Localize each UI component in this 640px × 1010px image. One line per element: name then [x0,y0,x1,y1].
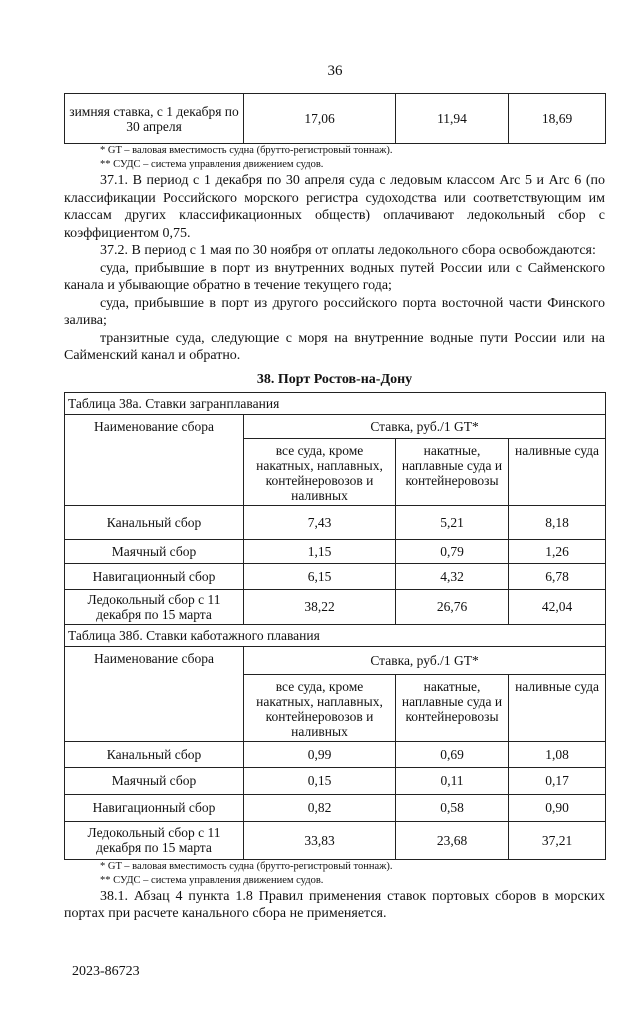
cell-value: 0,79 [396,539,509,563]
cell-value: 8,18 [509,505,606,539]
cell-value: 33,83 [244,821,396,859]
cell-value: 0,90 [509,794,606,821]
column-header-name: Наименование сбора [65,414,244,505]
subcolumn-header: все суда, кроме накатных, наплавных, контейнеровозов и наливных [244,438,396,505]
section-37-text [64,172,605,365]
footnote-gt: * GT – валовая вместимость судна (брутто-регистровый тоннаж). [100,145,393,156]
row-label: Маячный сбор [65,767,244,794]
paragraph-37-2-item: транзитные суда, следующие с моря на внутренние водные пути России или на Сайменский канал и обратно. [64,330,605,363]
table-row [65,646,606,674]
column-header-name: Наименование сбора [65,646,244,741]
cell-value: 0,17 [509,767,606,794]
column-header-rate: Ставка, руб./1 GT* [244,646,606,674]
row-label: зимняя ставка, с 1 декабря по 30 апреля [65,94,244,144]
subcolumn-header: наливные суда [509,438,606,505]
column-header-rate: Ставка, руб./1 GT* [244,414,606,438]
cell-value: 0,15 [244,767,396,794]
cell-value: 6,78 [509,563,606,589]
footnote-gt: * GT – валовая вместимость судна (брутто-регистровый тоннаж). [100,860,393,872]
table-row [65,94,606,144]
table-row [65,794,606,821]
subcolumn-header: все суда, кроме накатных, наплавных, контейнеровозов и наливных [244,674,396,741]
page-number: 36 [327,63,343,79]
row-label: Маячный сбор [65,539,244,563]
cell-value: 5,21 [396,505,509,539]
paragraph-38-1: 38.1. Абзац 4 пункта 1.8 Правил применения ставок портовых сборов в морских портах при расчете канального сбора не применяется. [64,888,605,921]
table-row [65,563,606,589]
subcolumn-header: накатные, наплавные суда и контейнеровозы [396,674,509,741]
cell-value: 23,68 [396,821,509,859]
cell-value: 17,06 [244,94,396,144]
row-label: Канальный сбор [65,505,244,539]
footnote-suds: ** СУДС – система управления движением судов. [100,874,324,886]
table-row [65,505,606,539]
cell-value: 0,11 [396,767,509,794]
cell-value: 7,43 [244,505,396,539]
paragraph-37-2-item: суда, прибывшие в порт из другого российского порта восточной части Финского залива; [64,295,605,328]
cell-value: 1,08 [509,741,606,767]
table-title: Таблица 38б. Ставки каботажного плавания [65,624,606,646]
row-label: Канальный сбор [65,741,244,767]
table-row [65,624,606,646]
cell-value: 4,32 [396,563,509,589]
cell-value: 18,69 [509,94,606,144]
cell-value: 1,26 [509,539,606,563]
cell-value: 0,82 [244,794,396,821]
paragraph-37-2: 37.2. В период с 1 мая по 30 ноября от оплаты ледокольного сбора освобождаются: [100,243,596,258]
table-row [65,767,606,794]
table-38a [64,392,606,625]
table-title: Таблица 38а. Ставки загранплавания [65,392,606,414]
cell-value: 0,99 [244,741,396,767]
table-row [65,821,606,859]
cell-value: 38,22 [244,589,396,624]
row-label: Навигационный сбор [65,794,244,821]
cell-value: 6,15 [244,563,396,589]
table-row [65,539,606,563]
table-row [65,392,606,414]
table-row [65,741,606,767]
previous-table-fragment [64,93,606,144]
footnote-suds: ** СУДС – система управления движением судов. [100,159,324,170]
subcolumn-header: накатные, наплавные суда и контейнеровозы [396,438,509,505]
cell-value: 37,21 [509,821,606,859]
cell-value: 42,04 [509,589,606,624]
cell-value: 0,58 [396,794,509,821]
table-row [65,589,606,624]
table-row [65,414,606,438]
cell-value: 1,15 [244,539,396,563]
cell-value: 0,69 [396,741,509,767]
paragraph-37-2-item: суда, прибывшие в порт из внутренних водных путей России или с Сайменского канала и убывающие обратно в течение текущего года; [64,260,605,293]
section-heading: 38. Порт Ростов-на-Дону [256,371,413,387]
row-label: Ледокольный сбор с 11 декабря по 15 марта [65,589,244,624]
subcolumn-header: наливные суда [509,674,606,741]
table-38b [64,624,606,860]
cell-value: 11,94 [396,94,509,144]
row-label: Ледокольный сбор с 11 декабря по 15 марта [65,821,244,859]
paragraph-37-1: 37.1. В период с 1 декабря по 30 апреля суда с ледовым классом Arc 5 и Arc 6 (по классификации Российского морского регистра судоходства или соответствующим им классам других классификационных обществ) оплачивают ледокольный сбор с коэффициентом 0,75. [64,173,605,241]
row-label: Навигационный сбор [65,563,244,589]
cell-value: 26,76 [396,589,509,624]
document-id: 2023-86723 [72,963,140,979]
